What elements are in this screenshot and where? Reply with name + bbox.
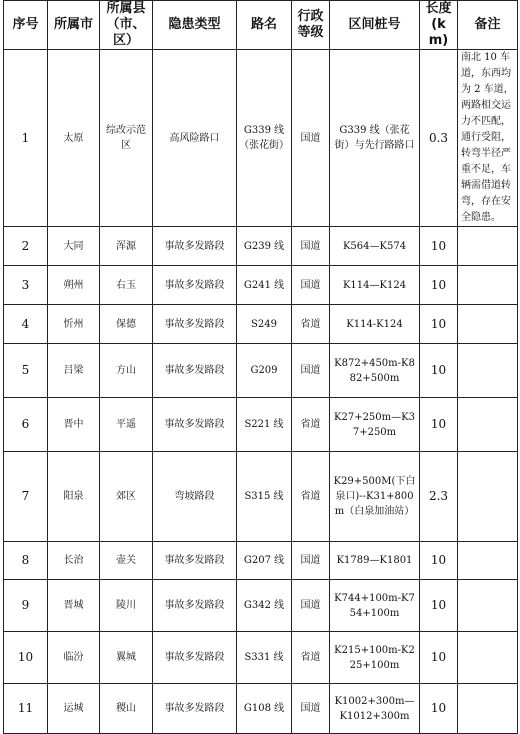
cell-road: S315 线 — [237, 452, 292, 542]
cell-level: 省道 — [292, 398, 330, 452]
cell-city: 阳泉 — [48, 452, 100, 542]
cell-section: K1789—K1801 — [330, 542, 420, 580]
header-county: 所属县（市、区） — [100, 1, 153, 50]
cell-section: K1002+300m—K1012+300m — [330, 684, 420, 734]
cell-road: S331 线 — [237, 632, 292, 684]
cell-city: 晋中 — [48, 398, 100, 452]
cell-note — [458, 227, 518, 266]
cell-no: 7 — [4, 452, 48, 542]
cell-section: K564—K574 — [330, 227, 420, 266]
table-row — [4, 344, 518, 398]
cell-type: 事故多发路段 — [153, 542, 237, 580]
cell-length: 2.3 — [420, 452, 458, 542]
table-row — [4, 452, 518, 542]
header-road: 路名 — [237, 1, 292, 50]
cell-section: K215+100m-K225+100m — [330, 632, 420, 684]
cell-note — [458, 452, 518, 542]
cell-note — [458, 542, 518, 580]
cell-length: 10 — [420, 398, 458, 452]
table-row — [4, 684, 518, 734]
header-type: 隐患类型 — [153, 1, 237, 50]
table-row — [4, 632, 518, 684]
cell-level: 省道 — [292, 305, 330, 344]
cell-road: G241 线 — [237, 266, 292, 305]
cell-county: 壶关 — [100, 542, 153, 580]
cell-city: 大同 — [48, 227, 100, 266]
table-row — [4, 542, 518, 580]
cell-section: K29+500M(下白泉口)--K31+800m（白泉加油站） — [330, 452, 420, 542]
cell-road: S249 — [237, 305, 292, 344]
cell-note — [458, 632, 518, 684]
cell-no: 5 — [4, 344, 48, 398]
cell-section: K872+450m-K882+500m — [330, 344, 420, 398]
header-note: 备注 — [458, 1, 518, 50]
cell-level: 省道 — [292, 452, 330, 542]
cell-road: G209 — [237, 344, 292, 398]
table-row — [4, 50, 518, 227]
cell-no: 8 — [4, 542, 48, 580]
cell-city: 运城 — [48, 684, 100, 734]
cell-road: S221 线 — [237, 398, 292, 452]
cell-city: 晋城 — [48, 580, 100, 632]
cell-county: 综改示范区 — [100, 50, 153, 227]
cell-county: 陵川 — [100, 580, 153, 632]
cell-level: 国道 — [292, 344, 330, 398]
cell-level: 省道 — [292, 632, 330, 684]
cell-type: 事故多发路段 — [153, 305, 237, 344]
cell-county: 右玉 — [100, 266, 153, 305]
cell-road: G207 线 — [237, 542, 292, 580]
cell-no: 2 — [4, 227, 48, 266]
cell-county: 方山 — [100, 344, 153, 398]
cell-level: 国道 — [292, 684, 330, 734]
cell-length: 10 — [420, 632, 458, 684]
header-length: 长度(km) — [420, 1, 458, 50]
cell-section: G339 线（张花街）与先行路路口 — [330, 50, 420, 227]
cell-city: 长治 — [48, 542, 100, 580]
cell-section: K27+250m—K37+250m — [330, 398, 420, 452]
cell-road: G339 线（张花街） — [237, 50, 292, 227]
cell-city: 吕梁 — [48, 344, 100, 398]
table-row — [4, 580, 518, 632]
table-row — [4, 266, 518, 305]
cell-type: 高风险路口 — [153, 50, 237, 227]
cell-length: 0.3 — [420, 50, 458, 227]
cell-city: 太原 — [48, 50, 100, 227]
cell-section: K114-K124 — [330, 305, 420, 344]
cell-no: 4 — [4, 305, 48, 344]
cell-type: 事故多发路段 — [153, 398, 237, 452]
cell-level: 国道 — [292, 266, 330, 305]
cell-no: 6 — [4, 398, 48, 452]
cell-level: 国道 — [292, 227, 330, 266]
cell-county: 翼城 — [100, 632, 153, 684]
cell-length: 10 — [420, 684, 458, 734]
cell-note — [458, 344, 518, 398]
cell-type: 事故多发路段 — [153, 227, 237, 266]
cell-city: 忻州 — [48, 305, 100, 344]
cell-road: G239 线 — [237, 227, 292, 266]
cell-county: 郊区 — [100, 452, 153, 542]
cell-type: 事故多发路段 — [153, 684, 237, 734]
cell-type: 事故多发路段 — [153, 580, 237, 632]
cell-length: 10 — [420, 542, 458, 580]
cell-county: 稷山 — [100, 684, 153, 734]
cell-county: 平遥 — [100, 398, 153, 452]
cell-note — [458, 580, 518, 632]
cell-type: 事故多发路段 — [153, 632, 237, 684]
cell-section: K744+100m-K754+100m — [330, 580, 420, 632]
cell-no: 9 — [4, 580, 48, 632]
cell-section: K114—K124 — [330, 266, 420, 305]
cell-road: G342 线 — [237, 580, 292, 632]
header-level: 行政等级 — [292, 1, 330, 50]
table-row — [4, 305, 518, 344]
cell-note — [458, 684, 518, 734]
cell-length: 10 — [420, 305, 458, 344]
cell-city: 临汾 — [48, 632, 100, 684]
cell-type: 事故多发路段 — [153, 266, 237, 305]
table-row — [4, 227, 518, 266]
cell-no: 1 — [4, 50, 48, 227]
header-no: 序号 — [4, 1, 48, 50]
cell-level: 国道 — [292, 580, 330, 632]
cell-level: 国道 — [292, 50, 330, 227]
cell-county: 浑源 — [100, 227, 153, 266]
cell-level: 国道 — [292, 542, 330, 580]
table-row — [4, 398, 518, 452]
cell-note — [458, 266, 518, 305]
cell-note: 南北 10 车道，东西均为 2 车道，两路相交运力不匹配，通行受阻，转弯半径严重不足，车辆需借道转弯，存在安全隐患。 — [458, 50, 518, 227]
cell-city: 朔州 — [48, 266, 100, 305]
cell-length: 10 — [420, 266, 458, 305]
header-row — [4, 1, 518, 50]
header-city: 所属市 — [48, 1, 100, 50]
cell-type: 事故多发路段 — [153, 344, 237, 398]
cell-length: 10 — [420, 344, 458, 398]
cell-type: 弯坡路段 — [153, 452, 237, 542]
cell-no: 10 — [4, 632, 48, 684]
cell-length: 10 — [420, 227, 458, 266]
cell-length: 10 — [420, 580, 458, 632]
cell-no: 3 — [4, 266, 48, 305]
cell-note — [458, 305, 518, 344]
cell-note — [458, 398, 518, 452]
header-section: 区间桩号 — [330, 1, 420, 50]
cell-no: 11 — [4, 684, 48, 734]
cell-road: G108 线 — [237, 684, 292, 734]
cell-county: 保德 — [100, 305, 153, 344]
hazard-table — [3, 0, 518, 734]
